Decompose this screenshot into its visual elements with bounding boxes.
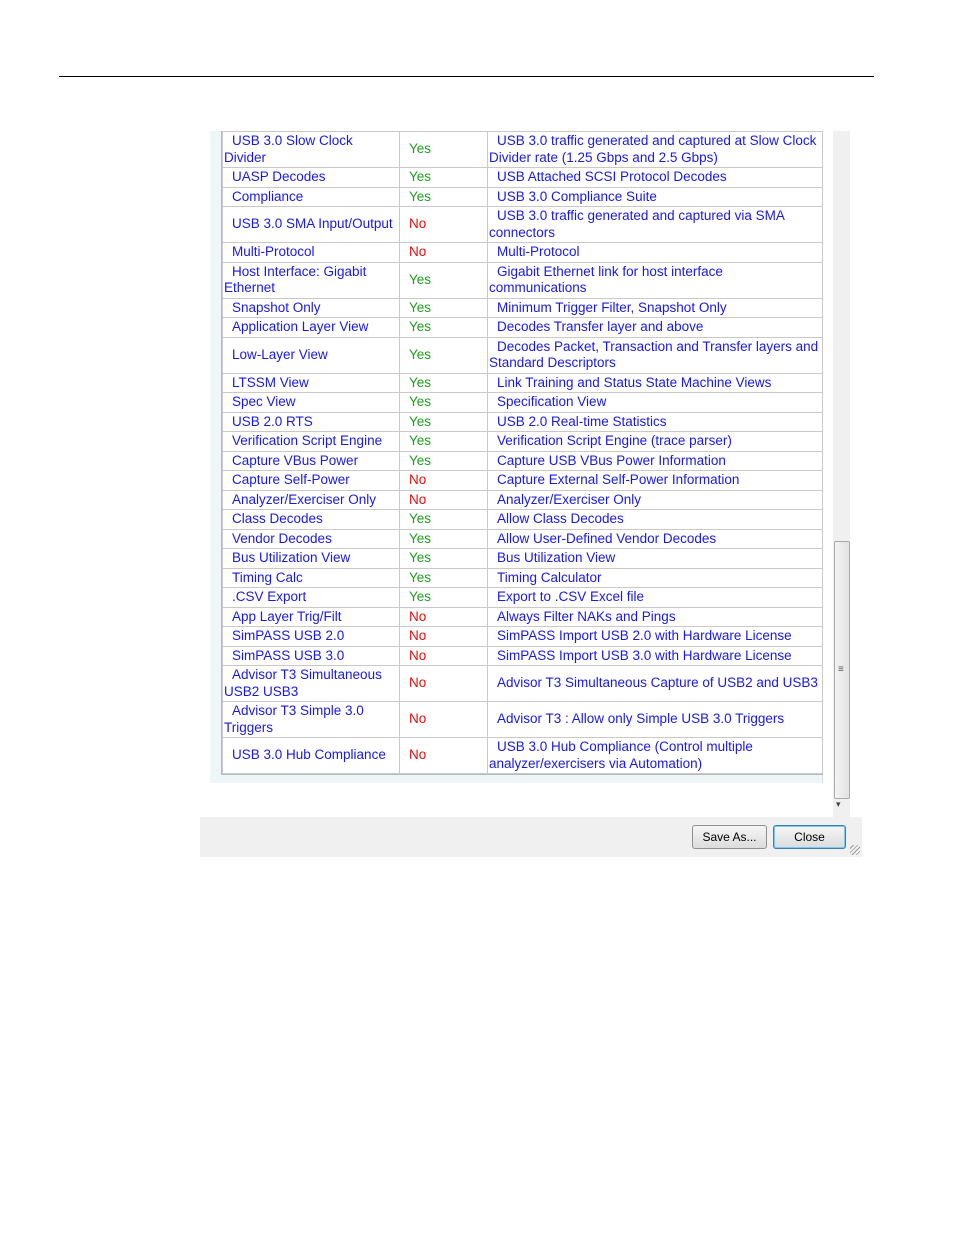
table-row: [223, 262, 823, 298]
license-table-wrap: [221, 131, 823, 775]
feature-cell: Application Layer View: [223, 318, 400, 338]
value-cell: Yes: [400, 568, 488, 588]
feature-cell: Advisor T3 Simultaneous USB2 USB3: [223, 666, 400, 702]
feature-cell: .CSV Export: [223, 588, 400, 608]
table-row: [223, 471, 823, 491]
table-row: [223, 588, 823, 608]
table-row: [223, 738, 823, 774]
description-cell: Bus Utilization View: [488, 549, 823, 569]
table-row: [223, 432, 823, 452]
table-row: [223, 187, 823, 207]
table-row: [223, 646, 823, 666]
value-cell: Yes: [400, 373, 488, 393]
feature-cell: Vendor Decodes: [223, 529, 400, 549]
feature-cell: Analyzer/Exerciser Only: [223, 490, 400, 510]
description-cell: USB Attached SCSI Protocol Decodes: [488, 168, 823, 188]
value-cell: Yes: [400, 393, 488, 413]
value-cell: Yes: [400, 529, 488, 549]
description-cell: Specification View: [488, 393, 823, 413]
description-cell: Allow User-Defined Vendor Decodes: [488, 529, 823, 549]
value-cell: Yes: [400, 588, 488, 608]
table-row: [223, 702, 823, 738]
arrow-down-icon[interactable]: ▾: [836, 799, 841, 809]
license-table: [222, 131, 823, 774]
value-cell: No: [400, 738, 488, 774]
value-cell: No: [400, 243, 488, 263]
resize-grip-icon[interactable]: [850, 845, 860, 855]
table-row: [223, 298, 823, 318]
table-row: [223, 393, 823, 413]
description-cell: Advisor T3 : Allow only Simple USB 3.0 Triggers: [488, 702, 823, 738]
value-cell: No: [400, 607, 488, 627]
value-cell: Yes: [400, 412, 488, 432]
value-cell: Yes: [400, 451, 488, 471]
table-row: [223, 607, 823, 627]
table-row: [223, 666, 823, 702]
feature-cell: Advisor T3 Simple 3.0 Triggers: [223, 702, 400, 738]
value-cell: No: [400, 702, 488, 738]
feature-cell: Compliance: [223, 187, 400, 207]
description-cell: Analyzer/Exerciser Only: [488, 490, 823, 510]
description-cell: Advisor T3 Simultaneous Capture of USB2 and USB3: [488, 666, 823, 702]
description-cell: USB 3.0 traffic generated and captured at Slow Clock Divider rate (1.25 Gbps and 2.5 Gbps): [488, 132, 823, 168]
description-cell: Decodes Packet, Transaction and Transfer layers and Standard Descriptors: [488, 337, 823, 373]
content-frame: [210, 131, 823, 783]
table-row: [223, 168, 823, 188]
value-cell: Yes: [400, 337, 488, 373]
value-cell: Yes: [400, 298, 488, 318]
button-bar: [200, 817, 862, 857]
grip-lines-icon: ≡: [838, 664, 844, 675]
table-row: [223, 412, 823, 432]
feature-cell: LTSSM View: [223, 373, 400, 393]
scroll-thumb[interactable]: [834, 541, 850, 799]
value-cell: Yes: [400, 510, 488, 530]
description-cell: USB 2.0 Real-time Statistics: [488, 412, 823, 432]
feature-cell: USB 2.0 RTS: [223, 412, 400, 432]
table-row: [223, 243, 823, 263]
table-row: [223, 132, 823, 168]
feature-cell: Snapshot Only: [223, 298, 400, 318]
table-row: [223, 510, 823, 530]
value-cell: No: [400, 207, 488, 243]
feature-cell: Multi-Protocol: [223, 243, 400, 263]
value-cell: No: [400, 471, 488, 491]
feature-cell: Timing Calc: [223, 568, 400, 588]
description-cell: Verification Script Engine (trace parser): [488, 432, 823, 452]
value-cell: Yes: [400, 318, 488, 338]
feature-cell: Low-Layer View: [223, 337, 400, 373]
value-cell: Yes: [400, 262, 488, 298]
description-cell: USB 3.0 Compliance Suite: [488, 187, 823, 207]
description-cell: Always Filter NAKs and Pings: [488, 607, 823, 627]
license-dialog: [200, 131, 862, 857]
feature-cell: UASP Decodes: [223, 168, 400, 188]
table-row: [223, 549, 823, 569]
table-row: [223, 568, 823, 588]
value-cell: No: [400, 666, 488, 702]
feature-cell: USB 3.0 Hub Compliance: [223, 738, 400, 774]
value-cell: No: [400, 627, 488, 647]
description-cell: Multi-Protocol: [488, 243, 823, 263]
description-cell: SimPASS Import USB 2.0 with Hardware License: [488, 627, 823, 647]
value-cell: Yes: [400, 432, 488, 452]
description-cell: Capture USB VBus Power Information: [488, 451, 823, 471]
feature-cell: SimPASS USB 3.0: [223, 646, 400, 666]
feature-cell: Verification Script Engine: [223, 432, 400, 452]
feature-cell: Class Decodes: [223, 510, 400, 530]
table-row: [223, 627, 823, 647]
feature-cell: Capture VBus Power: [223, 451, 400, 471]
table-row: [223, 529, 823, 549]
feature-cell: Capture Self-Power: [223, 471, 400, 491]
table-row: [223, 207, 823, 243]
page-header-rule: [59, 76, 874, 77]
value-cell: Yes: [400, 187, 488, 207]
feature-cell: USB 3.0 Slow Clock Divider: [223, 132, 400, 168]
feature-cell: Bus Utilization View: [223, 549, 400, 569]
vertical-scrollbar[interactable]: [833, 131, 850, 817]
table-row: [223, 337, 823, 373]
feature-cell: Host Interface: Gigabit Ethernet: [223, 262, 400, 298]
description-cell: Minimum Trigger Filter, Snapshot Only: [488, 298, 823, 318]
table-row: [223, 490, 823, 510]
description-cell: Decodes Transfer layer and above: [488, 318, 823, 338]
table-row: [223, 318, 823, 338]
value-cell: No: [400, 646, 488, 666]
feature-cell: App Layer Trig/Filt: [223, 607, 400, 627]
description-cell: Gigabit Ethernet link for host interface communications: [488, 262, 823, 298]
save-as-button[interactable]: Save As...: [692, 825, 767, 849]
feature-cell: Spec View: [223, 393, 400, 413]
close-button[interactable]: Close: [773, 825, 846, 849]
table-row: [223, 373, 823, 393]
description-cell: USB 3.0 traffic generated and captured via SMA connectors: [488, 207, 823, 243]
description-cell: Capture External Self-Power Information: [488, 471, 823, 491]
value-cell: Yes: [400, 168, 488, 188]
feature-cell: USB 3.0 SMA Input/Output: [223, 207, 400, 243]
description-cell: Timing Calculator: [488, 568, 823, 588]
value-cell: No: [400, 490, 488, 510]
value-cell: Yes: [400, 549, 488, 569]
description-cell: Link Training and Status State Machine Views: [488, 373, 823, 393]
value-cell: Yes: [400, 132, 488, 168]
description-cell: USB 3.0 Hub Compliance (Control multiple analyzer/exercisers via Automation): [488, 738, 823, 774]
description-cell: SimPASS Import USB 3.0 with Hardware License: [488, 646, 823, 666]
feature-cell: SimPASS USB 2.0: [223, 627, 400, 647]
license-table-body: [223, 132, 823, 774]
description-cell: Allow Class Decodes: [488, 510, 823, 530]
table-row: [223, 451, 823, 471]
description-cell: Export to .CSV Excel file: [488, 588, 823, 608]
